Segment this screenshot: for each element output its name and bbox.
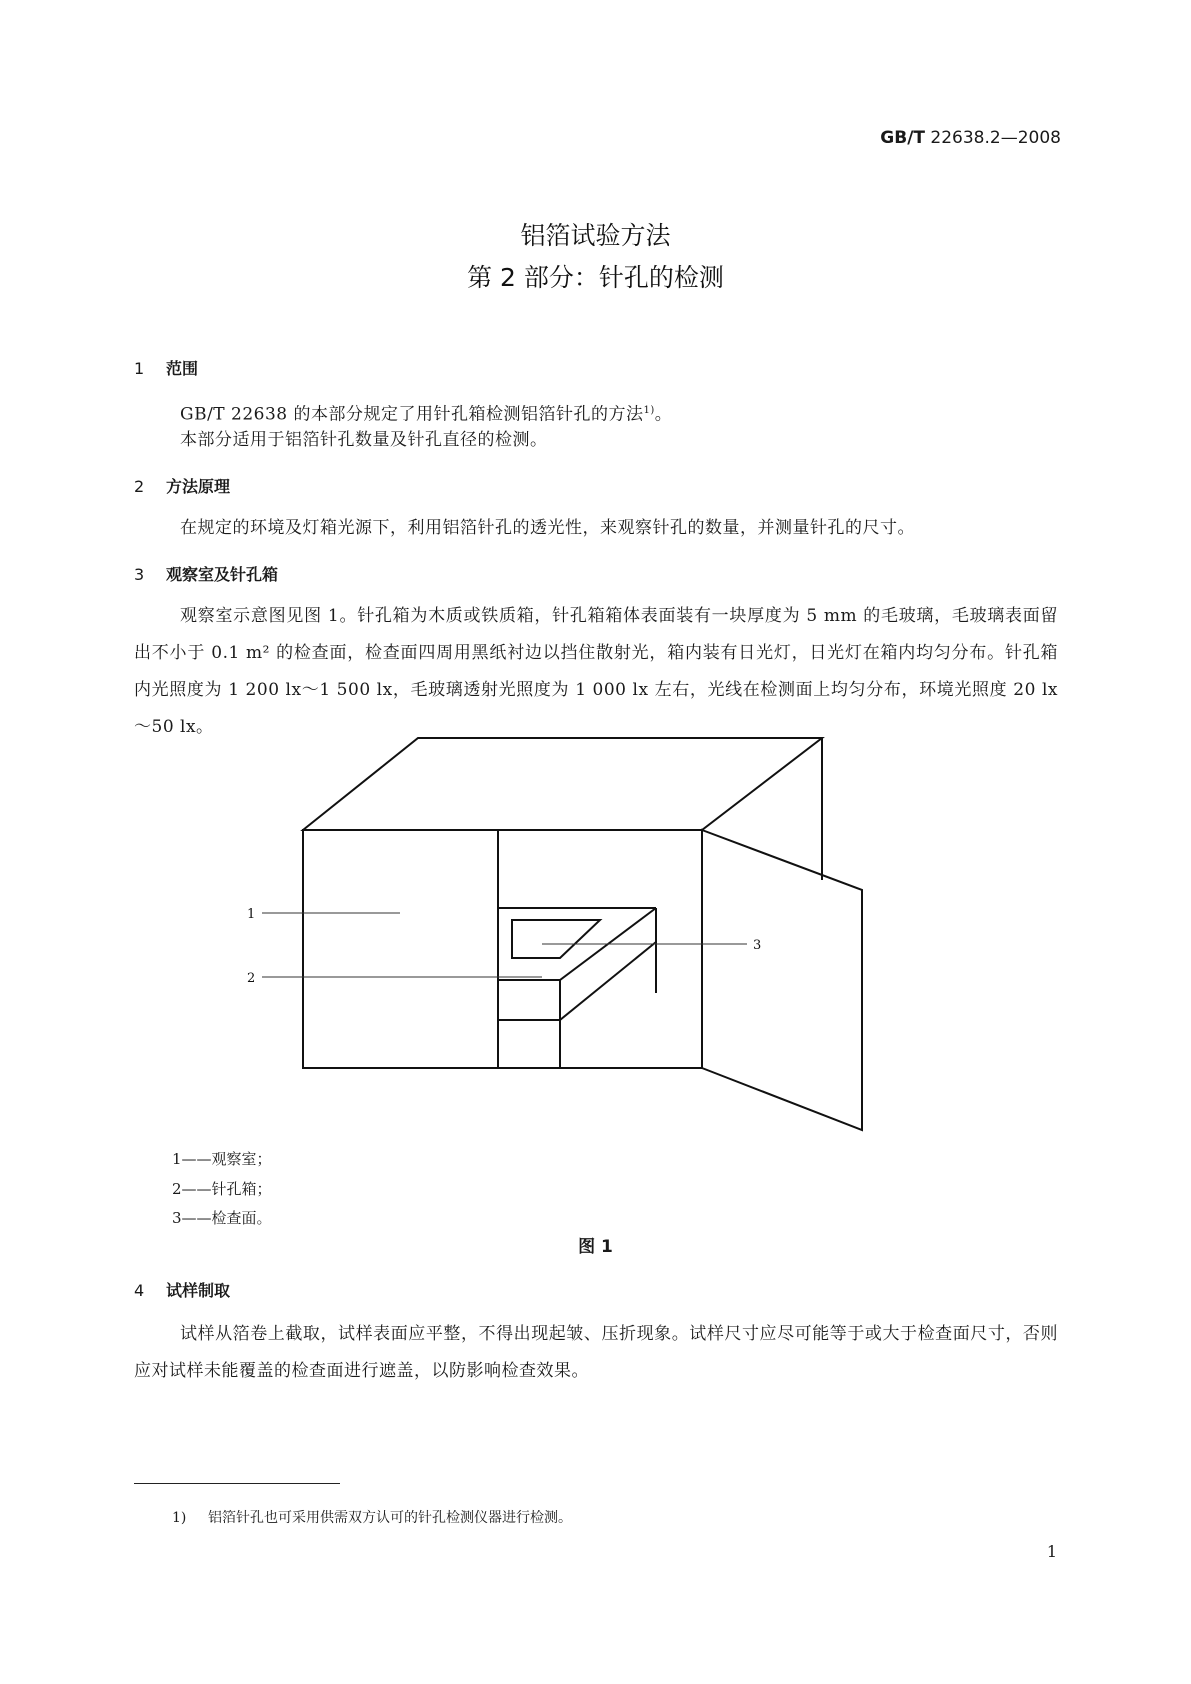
figure-caption: 图 1: [578, 1237, 613, 1257]
legend-item: 3——检查面。: [172, 1209, 272, 1227]
pinhole-box: [498, 908, 656, 1068]
paragraph: 本部分适用于铝箔针孔数量及针孔直径的检测。: [180, 430, 548, 450]
paragraph: 观察室示意图见图 1。针孔箱为木质或铁质箱，针孔箱箱体表面装有一块厚度为 5 mm 的毛玻璃，毛玻璃表面留出不小于 0.1 m² 的检查面，检查面四周用黑纸衬边以挡住散射光，箱内装有日光灯，日光灯在箱内均匀分布。针孔箱内光照度为 1 200 lx～1 500 lx，毛玻璃透射光照度为 1 000 lx 左右，光线在检测面上均匀分布，环境光照度 20 lx～50 lx。: [134, 606, 1058, 737]
paragraph: GB/T 22638 的本部分规定了用针孔箱检测铝箔针孔的方法$^{1)}$。: [180, 404, 673, 425]
legend-item: 1——观察室；: [172, 1150, 272, 1168]
observation-room-front: [303, 830, 702, 1068]
cabinet-door: [702, 830, 862, 1130]
section-heading-4: 4 试样制取: [134, 1281, 231, 1300]
section-heading-3: 3 观察室及针孔箱: [134, 565, 279, 584]
cabinet-top: [303, 738, 822, 830]
standard-number: 22638.2—2008: [930, 128, 1061, 148]
standard-prefix: GB/T: [880, 128, 926, 148]
inspection-surface: [512, 920, 600, 958]
page-number: 1: [1046, 1542, 1057, 1561]
paragraph: 试样从箔卷上截取，试样表面应平整，不得出现起皱、压折现象。试样尺寸应尽可能等于或大于检查面尺寸，否则应对试样未能覆盖的检查面进行遮盖，以防影响检查效果。: [134, 1324, 1058, 1381]
document-title: 铝箔试验方法: [520, 221, 671, 250]
footnote-divider: [134, 1483, 340, 1484]
document-subtitle: 第 2 部分：针孔的检测: [467, 263, 724, 292]
callout-2: 2: [247, 971, 256, 986]
footnote: 1) 铝箔针孔也可采用供需双方认可的针孔检测仪器进行检测。: [172, 1510, 572, 1526]
section-heading-1: 1 范围: [134, 359, 199, 378]
paragraph: 在规定的环境及灯箱光源下，利用铝箔针孔的透光性，来观察针孔的数量，并测量针孔的尺寸。: [180, 518, 915, 538]
callout-1: 1: [247, 907, 256, 922]
legend-item: 2——针孔箱；: [172, 1180, 272, 1198]
callout-3: 3: [753, 938, 762, 953]
section-heading-2: 2 方法原理: [134, 477, 231, 496]
footnote-ref: 1): [643, 405, 655, 416]
